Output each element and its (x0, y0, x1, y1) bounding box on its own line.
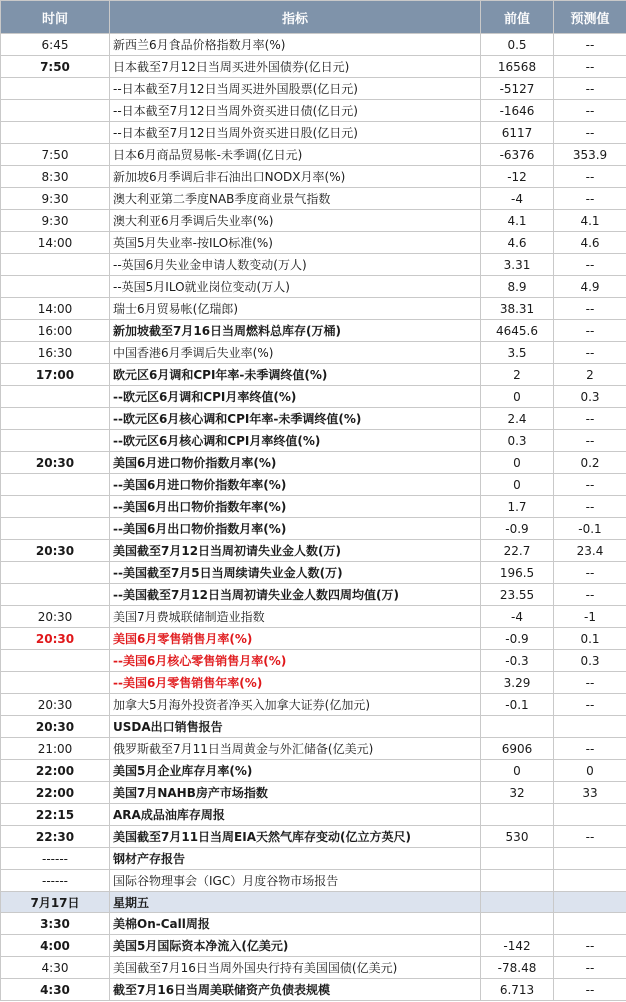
previous-value-cell: 0 (481, 452, 554, 474)
forecast-value-cell: 0.3 (554, 650, 626, 672)
table-row (1, 540, 626, 562)
time-cell: 20:30 (1, 694, 110, 716)
time-cell: 9:30 (1, 188, 110, 210)
forecast-value-cell: 23.4 (554, 540, 626, 562)
table-header-row (1, 1, 626, 34)
table-row (1, 78, 626, 100)
previous-value-cell: -0.3 (481, 650, 554, 672)
previous-value-cell: -142 (481, 935, 554, 957)
indicator-cell: 新加坡6月季调后非石油出口NODX月率(%) (110, 166, 481, 188)
header-time: 时间 (1, 1, 110, 34)
forecast-value-cell: -- (554, 672, 626, 694)
indicator-cell: --美国6月出口物价指数年率(%) (110, 496, 481, 518)
time-cell: 16:30 (1, 342, 110, 364)
previous-value-cell: -12 (481, 166, 554, 188)
previous-value-cell: 2.4 (481, 408, 554, 430)
forecast-value-cell: 4.6 (554, 232, 626, 254)
table-row (1, 782, 626, 804)
indicator-cell: 钢材产存报告 (110, 848, 481, 870)
indicator-cell: 美国截至7月12日当周初请失业金人数(万) (110, 540, 481, 562)
time-cell (1, 672, 110, 694)
previous-value-cell (481, 913, 554, 935)
forecast-value-cell: -- (554, 56, 626, 78)
indicator-cell: 截至7月16日当周美联储资产负债表规模 (110, 979, 481, 1001)
forecast-value-cell: -- (554, 188, 626, 210)
time-cell (1, 386, 110, 408)
table-row (1, 694, 626, 716)
time-cell (1, 496, 110, 518)
time-cell: 17:00 (1, 364, 110, 386)
forecast-value-cell: -- (554, 979, 626, 1001)
date-separator-row (1, 892, 626, 913)
time-cell: 16:00 (1, 320, 110, 342)
table-row (1, 760, 626, 782)
forecast-value-cell: 0.1 (554, 628, 626, 650)
indicator-cell: ARA成品油库存周报 (110, 804, 481, 826)
table-row (1, 254, 626, 276)
previous-value-cell: 32 (481, 782, 554, 804)
time-cell: 20:30 (1, 716, 110, 738)
table-row (1, 364, 626, 386)
indicator-cell: 日本6月商品贸易帐-未季调(亿日元) (110, 144, 481, 166)
previous-value-cell: -0.9 (481, 628, 554, 650)
forecast-value-cell (554, 848, 626, 870)
table-row (1, 320, 626, 342)
table-row (1, 298, 626, 320)
table-row (1, 606, 626, 628)
indicator-cell: --欧元区6月核心调和CPI月率终值(%) (110, 430, 481, 452)
forecast-value-cell: -- (554, 342, 626, 364)
previous-value-cell: -6376 (481, 144, 554, 166)
table-row (1, 342, 626, 364)
time-cell: 4:30 (1, 979, 110, 1001)
time-cell (1, 430, 110, 452)
indicator-cell: 日本截至7月12日当周买进外国债券(亿日元) (110, 56, 481, 78)
table-row (1, 804, 626, 826)
table-row (1, 979, 626, 1001)
time-cell: 20:30 (1, 540, 110, 562)
table-body (1, 34, 626, 1001)
previous-value-cell: -5127 (481, 78, 554, 100)
indicator-cell: --美国6月进口物价指数年率(%) (110, 474, 481, 496)
forecast-value-cell: 4.9 (554, 276, 626, 298)
previous-value-cell: 4.6 (481, 232, 554, 254)
table-row (1, 408, 626, 430)
indicator-cell: 加拿大5月海外投资者净买入加拿大证券(亿加元) (110, 694, 481, 716)
table-row (1, 628, 626, 650)
table-row (1, 430, 626, 452)
forecast-value-cell: -- (554, 694, 626, 716)
time-cell: 4:30 (1, 957, 110, 979)
indicator-cell: --美国6月核心零售销售月率(%) (110, 650, 481, 672)
time-cell: 20:30 (1, 628, 110, 650)
table-row (1, 672, 626, 694)
time-cell (1, 408, 110, 430)
forecast-value-cell: -- (554, 122, 626, 144)
header-previous: 前值 (481, 1, 554, 34)
previous-value-cell: 38.31 (481, 298, 554, 320)
table-row (1, 34, 626, 56)
forecast-value-cell: -- (554, 166, 626, 188)
previous-value-cell: 6.713 (481, 979, 554, 1001)
table-row (1, 232, 626, 254)
time-cell (1, 78, 110, 100)
forecast-value-cell: 0 (554, 760, 626, 782)
time-cell (1, 254, 110, 276)
table-row (1, 826, 626, 848)
indicator-cell: --美国6月零售销售年率(%) (110, 672, 481, 694)
time-cell: 7:50 (1, 56, 110, 78)
indicator-cell: 美国6月进口物价指数月率(%) (110, 452, 481, 474)
time-cell (1, 122, 110, 144)
table-row (1, 957, 626, 979)
time-cell: 6:45 (1, 34, 110, 56)
indicator-cell: 美棉On-Call周报 (110, 913, 481, 935)
indicator-cell: 美国截至7月11日当周EIA天然气库存变动(亿立方英尺) (110, 826, 481, 848)
table-row (1, 562, 626, 584)
forecast-value-cell: 2 (554, 364, 626, 386)
indicator-cell: 新加坡截至7月16日当周燃料总库存(万桶) (110, 320, 481, 342)
time-cell: ------ (1, 848, 110, 870)
indicator-cell: 俄罗斯截至7月11日当周黄金与外汇储备(亿美元) (110, 738, 481, 760)
previous-value-cell: 4.1 (481, 210, 554, 232)
indicator-cell: 美国7月NAHB房产市场指数 (110, 782, 481, 804)
forecast-value-cell: 0.2 (554, 452, 626, 474)
forecast-value-cell: -- (554, 826, 626, 848)
indicator-cell: --美国截至7月12日当周初请失业金人数四周均值(万) (110, 584, 481, 606)
time-cell: 20:30 (1, 606, 110, 628)
time-cell (1, 474, 110, 496)
previous-value-cell: 1.7 (481, 496, 554, 518)
previous-value-cell: 3.29 (481, 672, 554, 694)
time-cell (1, 650, 110, 672)
time-cell: 22:15 (1, 804, 110, 826)
forecast-value-cell: -1 (554, 606, 626, 628)
forecast-value-cell: -- (554, 254, 626, 276)
indicator-cell: --欧元区6月调和CPI月率终值(%) (110, 386, 481, 408)
previous-value-cell: -4 (481, 606, 554, 628)
indicator-cell: 美国7月费城联储制造业指数 (110, 606, 481, 628)
indicator-cell: 美国5月国际资本净流入(亿美元) (110, 935, 481, 957)
table-row (1, 518, 626, 540)
previous-value-cell: 23.55 (481, 584, 554, 606)
time-cell (1, 562, 110, 584)
previous-value-cell: 0 (481, 386, 554, 408)
previous-value-cell: 8.9 (481, 276, 554, 298)
forecast-value-cell: 4.1 (554, 210, 626, 232)
time-cell: 7月17日 (1, 892, 110, 913)
time-cell (1, 518, 110, 540)
header-forecast: 预测值 (554, 1, 626, 34)
time-cell: 7:50 (1, 144, 110, 166)
forecast-value-cell: -- (554, 430, 626, 452)
previous-value-cell (481, 848, 554, 870)
indicator-cell: 国际谷物理事会（IGC）月度谷物市场报告 (110, 870, 481, 892)
forecast-value-cell: -- (554, 100, 626, 122)
table-row (1, 122, 626, 144)
indicator-cell: --美国6月出口物价指数月率(%) (110, 518, 481, 540)
previous-value-cell: -1646 (481, 100, 554, 122)
indicator-cell: --欧元区6月核心调和CPI年率-未季调终值(%) (110, 408, 481, 430)
indicator-cell: 欧元区6月调和CPI年率-未季调终值(%) (110, 364, 481, 386)
forecast-value-cell: -- (554, 957, 626, 979)
indicator-cell: --日本截至7月12日当周外资买进日债(亿日元) (110, 100, 481, 122)
previous-value-cell: -78.48 (481, 957, 554, 979)
table-row (1, 848, 626, 870)
time-cell: 22:00 (1, 782, 110, 804)
forecast-value-cell: -- (554, 474, 626, 496)
previous-value-cell: 3.5 (481, 342, 554, 364)
time-cell: 4:00 (1, 935, 110, 957)
previous-value-cell (481, 870, 554, 892)
indicator-cell: --英国5月ILO就业岗位变动(万人) (110, 276, 481, 298)
forecast-value-cell: -- (554, 562, 626, 584)
indicator-cell: 新西兰6月食品价格指数月率(%) (110, 34, 481, 56)
forecast-value-cell: -- (554, 584, 626, 606)
time-cell: 21:00 (1, 738, 110, 760)
time-cell: ------ (1, 870, 110, 892)
table-row (1, 276, 626, 298)
indicator-cell: --英国6月失业金申请人数变动(万人) (110, 254, 481, 276)
forecast-value-cell: -- (554, 738, 626, 760)
time-cell (1, 100, 110, 122)
previous-value-cell: 22.7 (481, 540, 554, 562)
previous-value-cell: -4 (481, 188, 554, 210)
previous-value-cell: 2 (481, 364, 554, 386)
indicator-cell: 澳大利亚第二季度NAB季度商业景气指数 (110, 188, 481, 210)
header-indicator: 指标 (110, 1, 481, 34)
table-row (1, 716, 626, 738)
table-row (1, 650, 626, 672)
forecast-value-cell (554, 913, 626, 935)
forecast-value-cell: -- (554, 935, 626, 957)
forecast-value-cell: 0.3 (554, 386, 626, 408)
table-row (1, 188, 626, 210)
time-cell: 8:30 (1, 166, 110, 188)
previous-value-cell (481, 716, 554, 738)
previous-value-cell: 0 (481, 474, 554, 496)
forecast-value-cell: -- (554, 78, 626, 100)
table-row (1, 144, 626, 166)
indicator-cell: --美国截至7月5日当周续请失业金人数(万) (110, 562, 481, 584)
indicator-cell: USDA出口销售报告 (110, 716, 481, 738)
table-row (1, 496, 626, 518)
table-row (1, 452, 626, 474)
previous-value-cell: -0.1 (481, 694, 554, 716)
forecast-value-cell (554, 870, 626, 892)
previous-value-cell: 0.5 (481, 34, 554, 56)
indicator-cell: 英国5月失业率-按ILO标准(%) (110, 232, 481, 254)
indicator-cell: 瑞士6月贸易帐(亿瑞郎) (110, 298, 481, 320)
previous-value-cell (481, 804, 554, 826)
indicator-cell: --日本截至7月12日当周买进外国股票(亿日元) (110, 78, 481, 100)
indicator-cell: 美国截至7月16日当周外国央行持有美国国债(亿美元) (110, 957, 481, 979)
indicator-cell: --日本截至7月12日当周外资买进日股(亿日元) (110, 122, 481, 144)
forecast-value-cell (554, 716, 626, 738)
table-row (1, 913, 626, 935)
forecast-value-cell (554, 804, 626, 826)
indicator-cell: 澳大利亚6月季调后失业率(%) (110, 210, 481, 232)
forecast-value-cell: -0.1 (554, 518, 626, 540)
forecast-value-cell: -- (554, 34, 626, 56)
indicator-cell: 星期五 (110, 892, 481, 913)
table-row (1, 166, 626, 188)
time-cell: 22:00 (1, 760, 110, 782)
previous-value-cell: 6117 (481, 122, 554, 144)
time-cell: 9:30 (1, 210, 110, 232)
time-cell: 14:00 (1, 232, 110, 254)
table-row (1, 738, 626, 760)
previous-value-cell: 16568 (481, 56, 554, 78)
time-cell (1, 584, 110, 606)
indicator-cell: 中国香港6月季调后失业率(%) (110, 342, 481, 364)
forecast-value-cell: 353.9 (554, 144, 626, 166)
table-row (1, 474, 626, 496)
forecast-value-cell: -- (554, 320, 626, 342)
indicator-cell: 美国5月企业库存月率(%) (110, 760, 481, 782)
time-cell: 3:30 (1, 913, 110, 935)
previous-value-cell: 6906 (481, 738, 554, 760)
forecast-value-cell: -- (554, 298, 626, 320)
time-cell: 14:00 (1, 298, 110, 320)
previous-value-cell: 3.31 (481, 254, 554, 276)
table-row (1, 56, 626, 78)
table-row (1, 100, 626, 122)
previous-value-cell (481, 892, 554, 913)
table-row (1, 386, 626, 408)
table-row (1, 935, 626, 957)
previous-value-cell: 4645.6 (481, 320, 554, 342)
time-cell: 22:30 (1, 826, 110, 848)
forecast-value-cell (554, 892, 626, 913)
forecast-value-cell: -- (554, 408, 626, 430)
previous-value-cell: 530 (481, 826, 554, 848)
indicator-cell: 美国6月零售销售月率(%) (110, 628, 481, 650)
table-row (1, 584, 626, 606)
previous-value-cell: 196.5 (481, 562, 554, 584)
previous-value-cell: -0.9 (481, 518, 554, 540)
forecast-value-cell: 33 (554, 782, 626, 804)
table-row (1, 210, 626, 232)
forecast-value-cell: -- (554, 496, 626, 518)
time-cell: 20:30 (1, 452, 110, 474)
previous-value-cell: 0.3 (481, 430, 554, 452)
previous-value-cell: 0 (481, 760, 554, 782)
time-cell (1, 276, 110, 298)
table-row (1, 870, 626, 892)
